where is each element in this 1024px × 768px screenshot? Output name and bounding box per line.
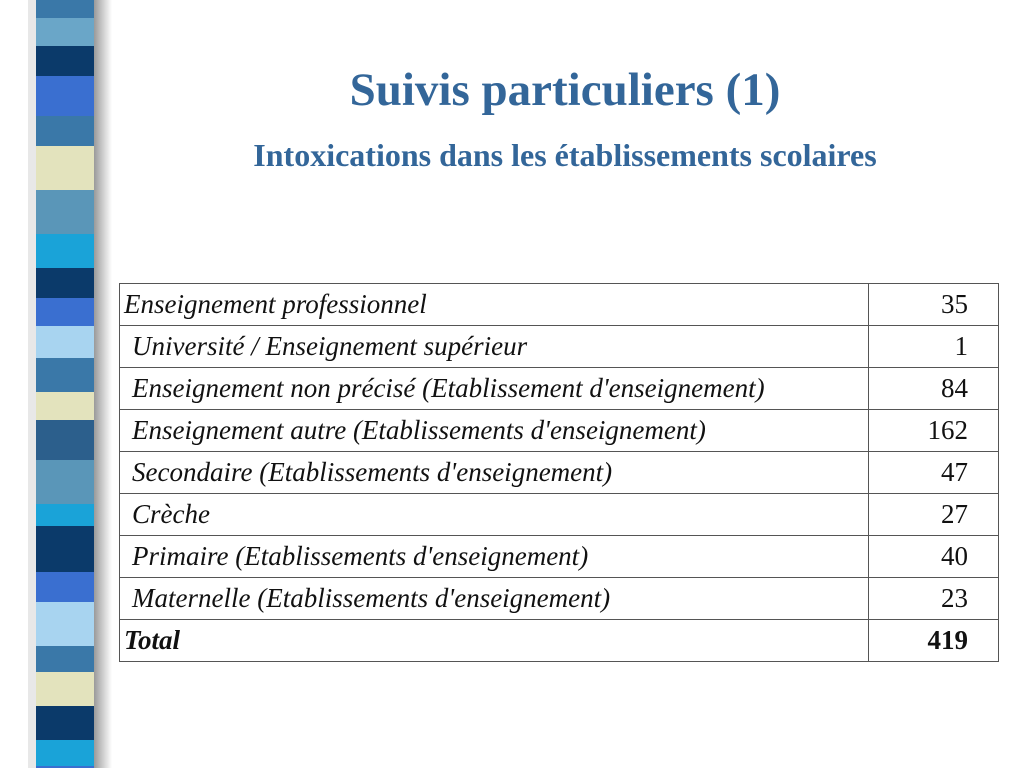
table-row (120, 326, 999, 368)
table-row (120, 452, 999, 494)
stripe-block (36, 116, 94, 146)
row-label: Enseignement non précisé (Etablissement d'enseignement) (120, 368, 869, 410)
data-table (119, 283, 999, 662)
row-value: 1 (868, 326, 998, 368)
table-row (120, 284, 999, 326)
stripe-block (36, 460, 94, 504)
stripe-block (36, 646, 94, 672)
stripe-block (36, 190, 94, 234)
row-value: 23 (868, 578, 998, 620)
stripe-block (36, 234, 94, 268)
stripe-block (36, 392, 94, 420)
row-value: 27 (868, 494, 998, 536)
stripe-shadow (94, 0, 112, 768)
row-label: Crèche (120, 494, 869, 536)
stripe-block (36, 298, 94, 326)
total-row (120, 620, 999, 662)
stripe-block (36, 504, 94, 526)
stripe-block (36, 0, 94, 18)
slide-title: Suivis particuliers (1) (349, 64, 781, 116)
row-value: 47 (868, 452, 998, 494)
stripe-block (36, 358, 94, 392)
row-value: 84 (868, 368, 998, 410)
row-label: Enseignement autre (Etablissements d'enseignement) (120, 410, 869, 452)
slide-subtitle: Intoxications dans les établissements scolaires (253, 137, 877, 173)
row-label: Enseignement professionnel (120, 284, 869, 326)
total-value: 419 (868, 620, 998, 662)
table-row (120, 368, 999, 410)
stripe-block (36, 602, 94, 646)
stripe-block (36, 18, 94, 46)
stripe-block (36, 268, 94, 298)
stripe-block (36, 326, 94, 358)
row-value: 40 (868, 536, 998, 578)
row-value: 35 (868, 284, 998, 326)
stripe-block (36, 740, 94, 766)
stripe-block (36, 46, 94, 76)
stripe-block (36, 420, 94, 460)
row-label: Université / Enseignement supérieur (120, 326, 869, 368)
row-label: Maternelle (Etablissements d'enseignement) (120, 578, 869, 620)
stripe-block (36, 672, 94, 706)
row-value: 162 (868, 410, 998, 452)
stripe-block (36, 572, 94, 602)
stripe-edge (28, 0, 36, 768)
stripe-block (36, 706, 94, 740)
total-label: Total (120, 620, 869, 662)
stripe-block (36, 526, 94, 572)
row-label: Secondaire (Etablissements d'enseignement) (120, 452, 869, 494)
table-row (120, 536, 999, 578)
table-row (120, 494, 999, 536)
stripe-block (36, 76, 94, 116)
table-row (120, 578, 999, 620)
row-label: Primaire (Etablissements d'enseignement) (120, 536, 869, 578)
decorative-stripe (36, 0, 94, 768)
table-row (120, 410, 999, 452)
stripe-block (36, 146, 94, 190)
